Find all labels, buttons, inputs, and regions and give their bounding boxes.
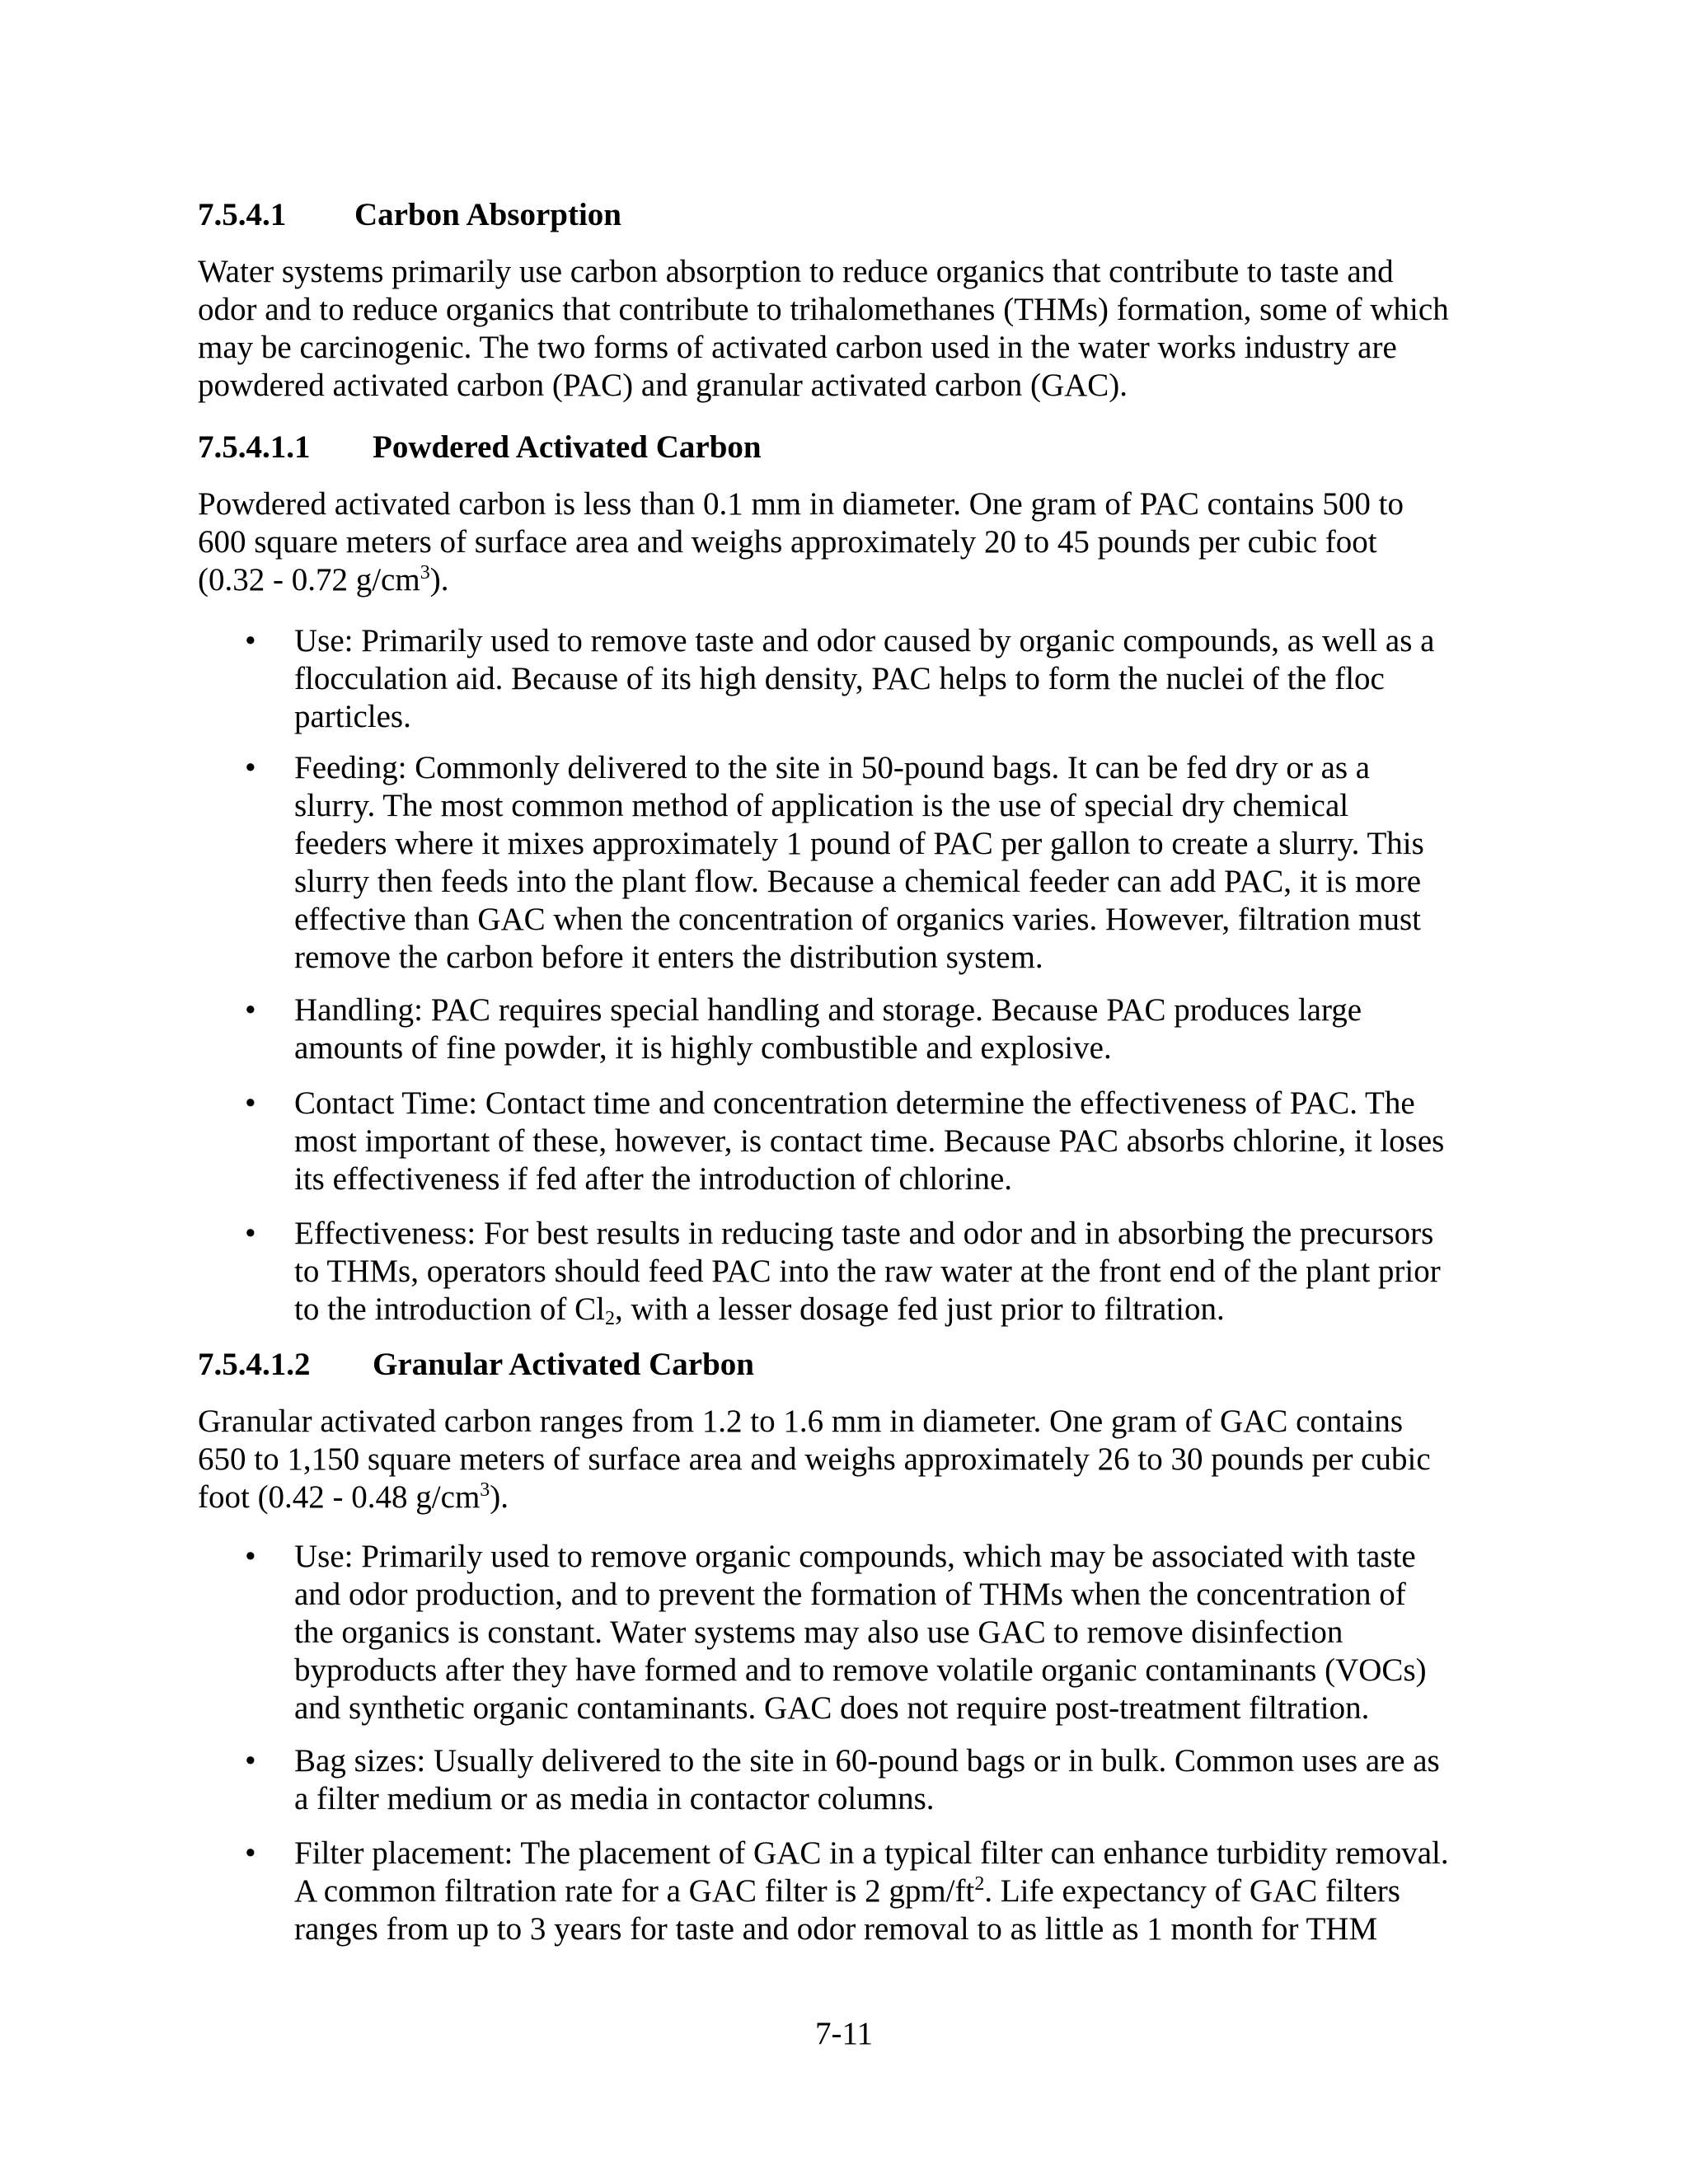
text-line: Effectiveness: For best results in reducing taste and odor and in absorbing the precursors [294, 1216, 1434, 1251]
text-line: and synthetic organic contaminants. GAC does not require post-treatment filtration. [294, 1690, 1370, 1726]
text-line: Filter placement: The placement of GAC in a typical filter can enhance turbidity removal. [294, 1835, 1449, 1871]
section-title: Powdered Activated Carbon [373, 429, 762, 465]
text-line: a filter medium or as media in contactor columns. [294, 1781, 935, 1816]
text-line: odor and to reduce organics that contribute to trihalomethanes (THMs) formation, some of which [198, 292, 1449, 327]
text-line: and odor production, and to prevent the formation of THMs when the concentration of [294, 1577, 1406, 1612]
text-line [198, 1479, 1500, 1516]
bullet-pac-handling [294, 991, 1498, 1067]
bullet-icon: • [245, 1539, 256, 1574]
text-line: flocculation aid. Because of its high density, PAC helps to form the nuclei of the floc [294, 661, 1385, 696]
section-heading-pac [198, 429, 762, 466]
superscript: 3 [420, 562, 430, 583]
text-line: may be carcinogenic. The two forms of activated carbon used in the water works industry are [198, 330, 1397, 365]
section-title: Carbon Absorption [354, 197, 621, 232]
bullet-icon: • [245, 623, 256, 658]
text-line: its effectiveness if fed after the introduction of chlorine. [294, 1161, 1013, 1197]
text-fragment: A common filtration rate for a GAC filter is 2 gpm/ft [294, 1873, 975, 1909]
bullet-gac-use [294, 1538, 1498, 1727]
bullet-gac-bag-sizes [294, 1742, 1498, 1818]
text-line: ranges from up to 3 years for taste and odor removal to as little as 1 month for THM [294, 1911, 1378, 1947]
bullet-pac-use [294, 622, 1498, 736]
bullet-pac-effectiveness [294, 1215, 1498, 1329]
bullet-icon: • [245, 1835, 256, 1871]
paragraph-gac-intro [198, 1403, 1500, 1516]
text-line: slurry then feeds into the plant flow. Because a chemical feeder can add PAC, it is more [294, 864, 1422, 899]
superscript: 2 [974, 1873, 985, 1895]
text-line: remove the carbon before it enters the distribution system. [294, 940, 1043, 975]
section-number: 7.5.4.1.2 [198, 1347, 311, 1382]
text-fragment: (0.32 - 0.72 g/cm [198, 562, 420, 598]
text-line: Contact Time: Contact time and concentration determine the effectiveness of PAC. The [294, 1085, 1415, 1121]
text-line [198, 561, 1500, 599]
text-line [294, 1872, 1498, 1910]
text-fragment: ). [490, 1479, 509, 1515]
page-number: 7-11 [814, 2016, 874, 2051]
subscript: 2 [604, 1308, 615, 1329]
section-title: Granular Activated Carbon [373, 1347, 754, 1382]
text-fragment: , with a lesser dosage fed just prior to filtration. [614, 1291, 1225, 1327]
section-heading-carbon-absorption [198, 196, 621, 234]
text-line: particles. [294, 699, 411, 734]
text-line: most important of these, however, is contact time. Because PAC absorbs chlorine, it loses [294, 1123, 1445, 1159]
superscript: 3 [480, 1479, 490, 1501]
bullet-pac-contact-time [294, 1085, 1498, 1198]
section-heading-gac [198, 1346, 754, 1384]
text-line: slurry. The most common method of application is the use of special dry chemical [294, 788, 1349, 823]
text-line: Powdered activated carbon is less than 0.1 mm in diameter. One gram of PAC contains 500 to [198, 486, 1404, 522]
text-line [294, 1291, 1498, 1329]
text-line: Feeding: Commonly delivered to the site in 50-pound bags. It can be fed dry or as a [294, 750, 1371, 785]
text-line: amounts of fine powder, it is highly combustible and explosive. [294, 1030, 1112, 1066]
bullet-icon: • [245, 992, 256, 1028]
text-line: to THMs, operators should feed PAC into the raw water at the front end of the plant prior [294, 1254, 1441, 1289]
text-fragment: to the introduction of Cl [294, 1291, 605, 1327]
bullet-pac-feeding [294, 749, 1498, 977]
section-number: 7.5.4.1 [198, 197, 287, 232]
text-line: effective than GAC when the concentration of organics varies. However, filtration must [294, 902, 1421, 937]
text-fragment: . Life expectancy of GAC filters [984, 1873, 1400, 1909]
text-line: Granular activated carbon ranges from 1.2 to 1.6 mm in diameter. One gram of GAC contains [198, 1404, 1404, 1439]
bullet-icon: • [245, 1085, 256, 1121]
text-line: 600 square meters of surface area and weighs approximately 20 to 45 pounds per cubic foot [198, 524, 1377, 560]
text-line: feeders where it mixes approximately 1 pound of PAC per gallon to create a slurry. This [294, 826, 1424, 861]
text-line: Use: Primarily used to remove organic compounds, which may be associated with taste [294, 1539, 1416, 1574]
paragraph-carbon-absorption [198, 253, 1500, 405]
text-line: byproducts after they have formed and to remove volatile organic contaminants (VOCs) [294, 1652, 1427, 1688]
text-fragment: ). [429, 562, 449, 598]
text-line: powdered activated carbon (PAC) and granular activated carbon (GAC). [198, 368, 1128, 403]
bullet-icon: • [245, 1216, 256, 1251]
text-line: Bag sizes: Usually delivered to the site in 60-pound bags or in bulk. Common uses are as [294, 1743, 1440, 1779]
text-line: Water systems primarily use carbon absorption to reduce organics that contribute to taste and [198, 254, 1394, 289]
text-line: Handling: PAC requires special handling and storage. Because PAC produces large [294, 992, 1362, 1028]
bullet-gac-filter-placement [294, 1835, 1498, 1948]
text-fragment: foot (0.42 - 0.48 g/cm [198, 1479, 481, 1515]
paragraph-pac-intro [198, 485, 1500, 599]
bullet-icon: • [245, 750, 256, 785]
text-line: Use: Primarily used to remove taste and odor caused by organic compounds, as well as a [294, 623, 1435, 658]
bullet-icon: • [245, 1743, 256, 1779]
text-line: 650 to 1,150 square meters of surface area and weighs approximately 26 to 30 pounds per cubic [198, 1441, 1431, 1477]
text-line: the organics is constant. Water systems may also use GAC to remove disinfection [294, 1615, 1343, 1650]
section-number: 7.5.4.1.1 [198, 429, 311, 465]
